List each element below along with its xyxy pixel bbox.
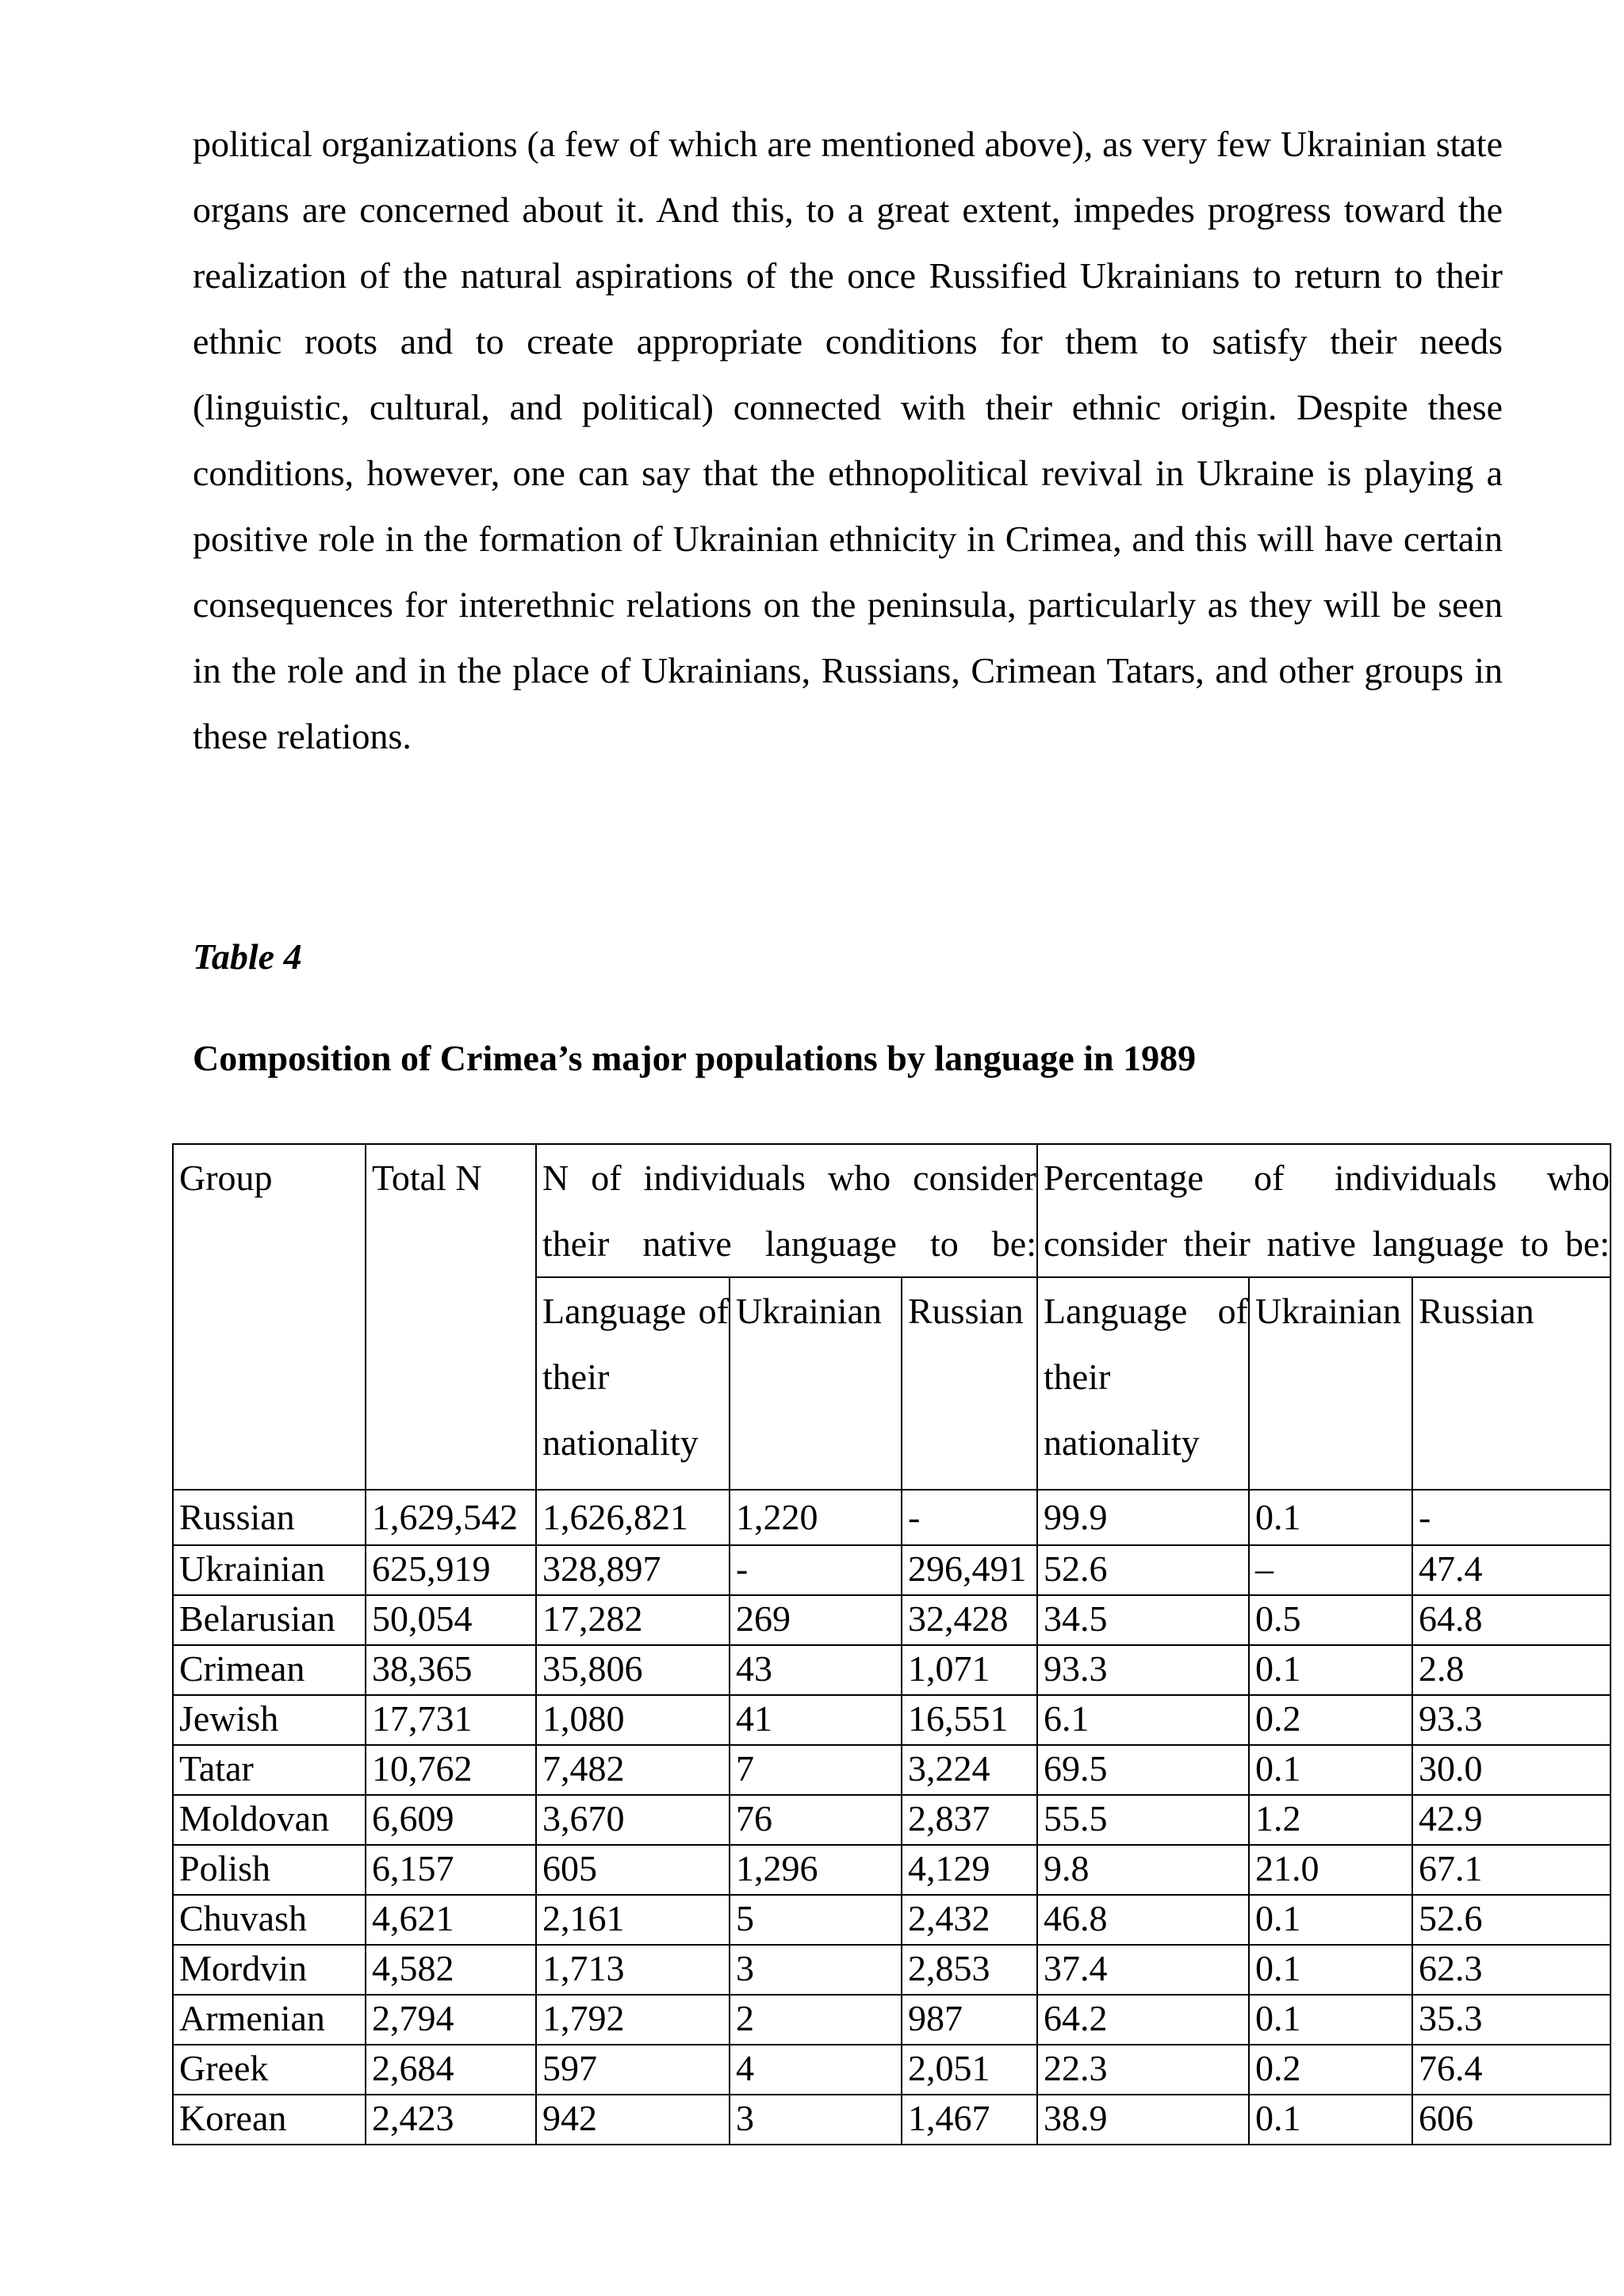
cell-n-ukrainian: 4 bbox=[730, 2045, 902, 2095]
cell-n-ukrainian: 2 bbox=[730, 1995, 902, 2045]
table-row bbox=[173, 1545, 1611, 1595]
cell-pct-ukrainian: 0.1 bbox=[1249, 1945, 1412, 1995]
cell-n-language-of-nationality: 2,161 bbox=[536, 1895, 730, 1945]
cell-total-n: 4,582 bbox=[366, 1945, 536, 1995]
cell-total-n: 38,365 bbox=[366, 1645, 536, 1695]
header-pct-language-of-nationality: Language of their nationality bbox=[1037, 1277, 1249, 1490]
cell-pct-ukrainian: – bbox=[1249, 1545, 1412, 1595]
cell-pct-russian: 606 bbox=[1412, 2095, 1611, 2145]
header-n-russian: Russian bbox=[902, 1277, 1037, 1490]
cell-total-n: 625,919 bbox=[366, 1545, 536, 1595]
language-composition-table bbox=[172, 1143, 1611, 2145]
cell-pct-language-of-nationality: 34.5 bbox=[1037, 1595, 1249, 1645]
cell-pct-language-of-nationality: 37.4 bbox=[1037, 1945, 1249, 1995]
cell-pct-russian: 42.9 bbox=[1412, 1795, 1611, 1845]
table-row bbox=[173, 2045, 1611, 2095]
cell-group: Moldovan bbox=[173, 1795, 366, 1845]
cell-pct-ukrainian: 1.2 bbox=[1249, 1795, 1412, 1845]
cell-n-ukrainian: 43 bbox=[730, 1645, 902, 1695]
cell-group: Crimean bbox=[173, 1645, 366, 1695]
cell-pct-language-of-nationality: 9.8 bbox=[1037, 1845, 1249, 1895]
header-percentage-individuals: Percentage of individuals who consider their native language to be: bbox=[1037, 1144, 1611, 1277]
table-body bbox=[173, 1490, 1611, 2145]
cell-n-language-of-nationality: 17,282 bbox=[536, 1595, 730, 1645]
cell-pct-russian: 35.3 bbox=[1412, 1995, 1611, 2045]
cell-pct-ukrainian: 0.1 bbox=[1249, 1895, 1412, 1945]
cell-n-ukrainian: 3 bbox=[730, 2095, 902, 2145]
header-n-language-of-nationality: Language of their nationality bbox=[536, 1277, 730, 1490]
table-row bbox=[173, 1695, 1611, 1745]
cell-n-language-of-nationality: 3,670 bbox=[536, 1795, 730, 1845]
cell-n-russian: 4,129 bbox=[902, 1845, 1037, 1895]
cell-n-language-of-nationality: 942 bbox=[536, 2095, 730, 2145]
cell-n-language-of-nationality: 328,897 bbox=[536, 1545, 730, 1595]
table-row bbox=[173, 1490, 1611, 1545]
cell-group: Armenian bbox=[173, 1995, 366, 2045]
cell-total-n: 50,054 bbox=[366, 1595, 536, 1645]
cell-n-russian: 2,432 bbox=[902, 1895, 1037, 1945]
cell-n-russian: 2,051 bbox=[902, 2045, 1037, 2095]
cell-n-ukrainian: 76 bbox=[730, 1795, 902, 1845]
cell-total-n: 10,762 bbox=[366, 1745, 536, 1795]
cell-group: Ukrainian bbox=[173, 1545, 366, 1595]
cell-total-n: 2,423 bbox=[366, 2095, 536, 2145]
cell-pct-language-of-nationality: 64.2 bbox=[1037, 1995, 1249, 2045]
cell-n-language-of-nationality: 35,806 bbox=[536, 1645, 730, 1695]
header-n-individuals: N of individuals who consider their native language to be: bbox=[536, 1144, 1037, 1277]
cell-group: Tatar bbox=[173, 1745, 366, 1795]
cell-total-n: 2,794 bbox=[366, 1995, 536, 2045]
cell-n-russian: 1,467 bbox=[902, 2095, 1037, 2145]
table-row bbox=[173, 1595, 1611, 1645]
cell-n-language-of-nationality: 1,626,821 bbox=[536, 1490, 730, 1545]
cell-group: Greek bbox=[173, 2045, 366, 2095]
cell-pct-language-of-nationality: 46.8 bbox=[1037, 1895, 1249, 1945]
cell-pct-russian: 47.4 bbox=[1412, 1545, 1611, 1595]
cell-total-n: 6,609 bbox=[366, 1795, 536, 1845]
cell-n-language-of-nationality: 605 bbox=[536, 1845, 730, 1895]
cell-n-ukrainian: 1,220 bbox=[730, 1490, 902, 1545]
cell-pct-language-of-nationality: 93.3 bbox=[1037, 1645, 1249, 1695]
cell-pct-russian: 67.1 bbox=[1412, 1845, 1611, 1895]
cell-pct-ukrainian: 0.1 bbox=[1249, 1490, 1412, 1545]
cell-n-russian: 1,071 bbox=[902, 1645, 1037, 1695]
cell-n-russian: 3,224 bbox=[902, 1745, 1037, 1795]
cell-pct-russian: 62.3 bbox=[1412, 1945, 1611, 1995]
cell-pct-ukrainian: 0.1 bbox=[1249, 1745, 1412, 1795]
cell-pct-language-of-nationality: 22.3 bbox=[1037, 2045, 1249, 2095]
cell-n-language-of-nationality: 1,080 bbox=[536, 1695, 730, 1745]
cell-pct-russian: 76.4 bbox=[1412, 2045, 1611, 2095]
cell-n-ukrainian: 269 bbox=[730, 1595, 902, 1645]
cell-group: Korean bbox=[173, 2095, 366, 2145]
header-group: Group bbox=[173, 1144, 366, 1490]
table-header-row-1 bbox=[173, 1144, 1611, 1277]
cell-n-language-of-nationality: 597 bbox=[536, 2045, 730, 2095]
cell-n-ukrainian: 41 bbox=[730, 1695, 902, 1745]
cell-n-ukrainian: 5 bbox=[730, 1895, 902, 1945]
cell-group: Chuvash bbox=[173, 1895, 366, 1945]
header-pct-ukrainian: Ukrainian bbox=[1249, 1277, 1412, 1490]
cell-n-language-of-nationality: 7,482 bbox=[536, 1745, 730, 1795]
cell-n-russian: 987 bbox=[902, 1995, 1037, 2045]
cell-total-n: 1,629,542 bbox=[366, 1490, 536, 1545]
cell-pct-language-of-nationality: 69.5 bbox=[1037, 1745, 1249, 1795]
body-paragraph: political organizations (a few of which are mentioned above), as very few Ukrainian state organs are concerned about it. And this, to a great extent, impedes progress toward the realization of the natural aspirations of the once Russified Ukrainians to return to their ethnic roots and to create appropriate conditions for them to satisfy their needs (linguistic, cultural, and political) connected with their ethnic origin. Despite these conditions, however, one can say that the ethnopolitical revival in Ukraine is playing a positive role in the formation of Ukrainian ethnicity in Crimea, and this will have certain consequences for interethnic relations on the peninsula, particularly as they will be seen in the role and in the place of Ukrainians, Russians, Crimean Tatars, and other groups in these relations. bbox=[193, 124, 1503, 756]
cell-total-n: 2,684 bbox=[366, 2045, 536, 2095]
cell-group: Belarusian bbox=[173, 1595, 366, 1645]
cell-pct-language-of-nationality: 99.9 bbox=[1037, 1490, 1249, 1545]
cell-group: Jewish bbox=[173, 1695, 366, 1745]
cell-pct-russian: 52.6 bbox=[1412, 1895, 1611, 1945]
cell-pct-russian: 64.8 bbox=[1412, 1595, 1611, 1645]
cell-n-russian: 2,837 bbox=[902, 1795, 1037, 1845]
table-row bbox=[173, 1945, 1611, 1995]
cell-pct-russian: 93.3 bbox=[1412, 1695, 1611, 1745]
header-pct-russian: Russian bbox=[1412, 1277, 1611, 1490]
cell-pct-language-of-nationality: 38.9 bbox=[1037, 2095, 1249, 2145]
table-row bbox=[173, 1995, 1611, 2045]
cell-pct-ukrainian: 0.1 bbox=[1249, 1645, 1412, 1695]
cell-total-n: 6,157 bbox=[366, 1845, 536, 1895]
table-row bbox=[173, 1895, 1611, 1945]
cell-total-n: 17,731 bbox=[366, 1695, 536, 1745]
cell-pct-language-of-nationality: 6.1 bbox=[1037, 1695, 1249, 1745]
header-n-ukrainian: Ukrainian bbox=[730, 1277, 902, 1490]
cell-n-ukrainian: 7 bbox=[730, 1745, 902, 1795]
table-number: Table 4 bbox=[193, 936, 302, 977]
cell-pct-language-of-nationality: 52.6 bbox=[1037, 1545, 1249, 1595]
cell-n-language-of-nationality: 1,792 bbox=[536, 1995, 730, 2045]
cell-pct-russian: 30.0 bbox=[1412, 1745, 1611, 1795]
cell-pct-russian: 2.8 bbox=[1412, 1645, 1611, 1695]
cell-group: Polish bbox=[173, 1845, 366, 1895]
cell-pct-ukrainian: 0.2 bbox=[1249, 1695, 1412, 1745]
table-row bbox=[173, 1845, 1611, 1895]
cell-n-russian: - bbox=[902, 1490, 1037, 1545]
cell-pct-language-of-nationality: 55.5 bbox=[1037, 1795, 1249, 1845]
cell-pct-ukrainian: 0.1 bbox=[1249, 1995, 1412, 2045]
cell-pct-ukrainian: 21.0 bbox=[1249, 1845, 1412, 1895]
cell-n-ukrainian: - bbox=[730, 1545, 902, 1595]
cell-group: Russian bbox=[173, 1490, 366, 1545]
table-row bbox=[173, 1745, 1611, 1795]
header-total-n: Total N bbox=[366, 1144, 536, 1490]
cell-n-russian: 2,853 bbox=[902, 1945, 1037, 1995]
cell-n-russian: 296,491 bbox=[902, 1545, 1037, 1595]
cell-pct-ukrainian: 0.2 bbox=[1249, 2045, 1412, 2095]
cell-pct-ukrainian: 0.1 bbox=[1249, 2095, 1412, 2145]
table-row bbox=[173, 2095, 1611, 2145]
table-row bbox=[173, 1795, 1611, 1845]
table-row bbox=[173, 1645, 1611, 1695]
cell-n-russian: 16,551 bbox=[902, 1695, 1037, 1745]
cell-group: Mordvin bbox=[173, 1945, 366, 1995]
cell-total-n: 4,621 bbox=[366, 1895, 536, 1945]
cell-n-ukrainian: 3 bbox=[730, 1945, 902, 1995]
cell-n-ukrainian: 1,296 bbox=[730, 1845, 902, 1895]
cell-n-language-of-nationality: 1,713 bbox=[536, 1945, 730, 1995]
cell-pct-ukrainian: 0.5 bbox=[1249, 1595, 1412, 1645]
cell-pct-russian: - bbox=[1412, 1490, 1611, 1545]
cell-n-russian: 32,428 bbox=[902, 1595, 1037, 1645]
table-caption: Composition of Crimea’s major populations by language in 1989 bbox=[193, 1038, 1197, 1078]
